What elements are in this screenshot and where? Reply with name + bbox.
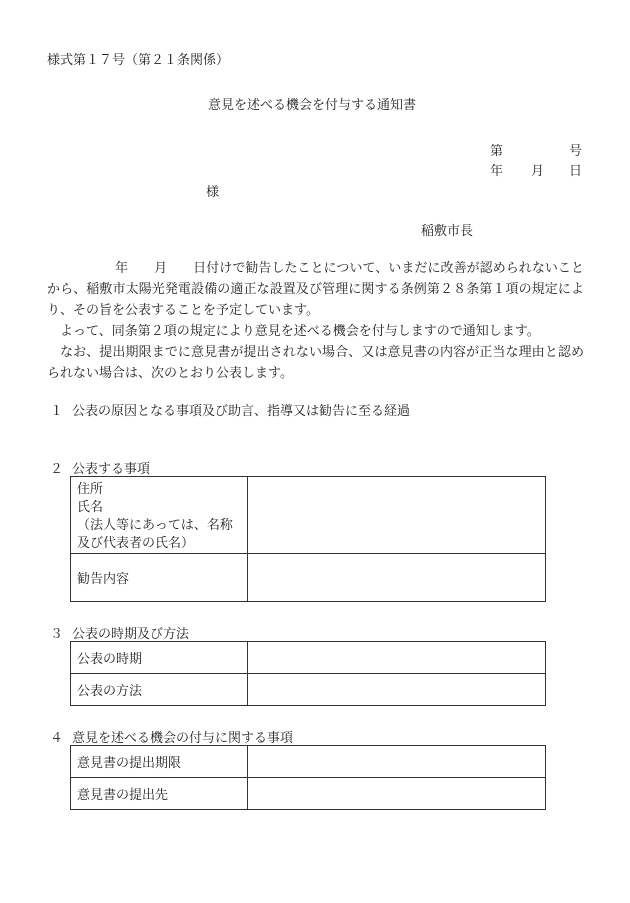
label-line: （法人等にあっては、名称 bbox=[77, 518, 233, 533]
form-number: 様式第１７号（第２１条関係） bbox=[47, 53, 230, 68]
body-paragraph-3: なお、提出期限までに意見書が提出されない場合、又は意見書の内容が正当な理由と認められない場合は、次のとおり公表します。 bbox=[47, 345, 584, 381]
addressee-suffix: 様 bbox=[206, 185, 220, 200]
table-row bbox=[71, 778, 546, 810]
address-name-value[interactable] bbox=[247, 477, 545, 554]
destination-label: 意見書の提出先 bbox=[71, 778, 248, 810]
section-3-number: ３ bbox=[50, 627, 64, 642]
section-4-heading bbox=[50, 727, 293, 746]
method-value[interactable] bbox=[247, 674, 545, 706]
label-line: 及び代表者の氏名） bbox=[77, 536, 195, 551]
reference-no-suffix: 号 bbox=[569, 144, 583, 159]
timing-value[interactable] bbox=[247, 642, 545, 674]
body-paragraph-2: よって、同条第２項の規定により意見を述べる機会を付与しますので通知します。 bbox=[60, 324, 540, 339]
date-month: 月 bbox=[531, 164, 545, 179]
table-publication-items bbox=[70, 476, 546, 602]
method-label: 公表の方法 bbox=[71, 674, 248, 706]
deadline-value[interactable] bbox=[247, 746, 545, 778]
recommendation-value[interactable] bbox=[247, 554, 545, 602]
document-title: 意見を述べる機会を付与する通知書 bbox=[208, 98, 417, 113]
body-paragraph-1-text: 日付けで勧告したことについて、いまだに改善が認められないことから、稲敷市太陽光発電設備の適正な設置及び管理に関する条例第２８条第１項の規定により、その旨を公表することを予定しています。 bbox=[47, 261, 584, 318]
table-publication-timing bbox=[70, 641, 546, 706]
date-year: 年 bbox=[490, 164, 504, 179]
section-2-title: 公表する事項 bbox=[72, 462, 151, 477]
table-row bbox=[71, 642, 546, 674]
section-4-title: 意見を述べる機会の付与に関する事項 bbox=[72, 731, 294, 746]
recommendation-label: 勧告内容 bbox=[71, 554, 248, 602]
label-line: 住所 bbox=[77, 482, 104, 497]
date-day: 日 bbox=[569, 164, 583, 179]
section-3-heading bbox=[50, 623, 189, 642]
section-2-number: ２ bbox=[50, 462, 64, 477]
timing-label: 公表の時期 bbox=[71, 642, 248, 674]
body-year: 年 bbox=[115, 261, 129, 276]
reference-no-prefix: 第 bbox=[490, 144, 504, 159]
section-1-heading bbox=[50, 400, 410, 419]
body-paragraph-1 bbox=[47, 258, 584, 321]
section-1-number: １ bbox=[50, 404, 64, 419]
table-row bbox=[71, 674, 546, 706]
section-4-number: ４ bbox=[50, 731, 64, 746]
section-3-title: 公表の時期及び方法 bbox=[72, 627, 190, 642]
table-row bbox=[71, 477, 546, 554]
table-opinion-submission bbox=[70, 745, 546, 810]
table-row bbox=[71, 554, 546, 602]
notice-body bbox=[47, 258, 584, 384]
deadline-label: 意見書の提出期限 bbox=[71, 746, 248, 778]
body-month: 月 bbox=[154, 261, 168, 276]
table-row bbox=[71, 746, 546, 778]
section-2-heading bbox=[50, 458, 150, 477]
destination-value[interactable] bbox=[247, 778, 545, 810]
section-1-title: 公表の原因となる事項及び助言、指導又は勧告に至る経過 bbox=[72, 404, 411, 419]
address-name-label bbox=[71, 477, 248, 554]
issuer-name: 稲敷市長 bbox=[421, 224, 474, 239]
label-line: 氏名 bbox=[77, 500, 104, 515]
